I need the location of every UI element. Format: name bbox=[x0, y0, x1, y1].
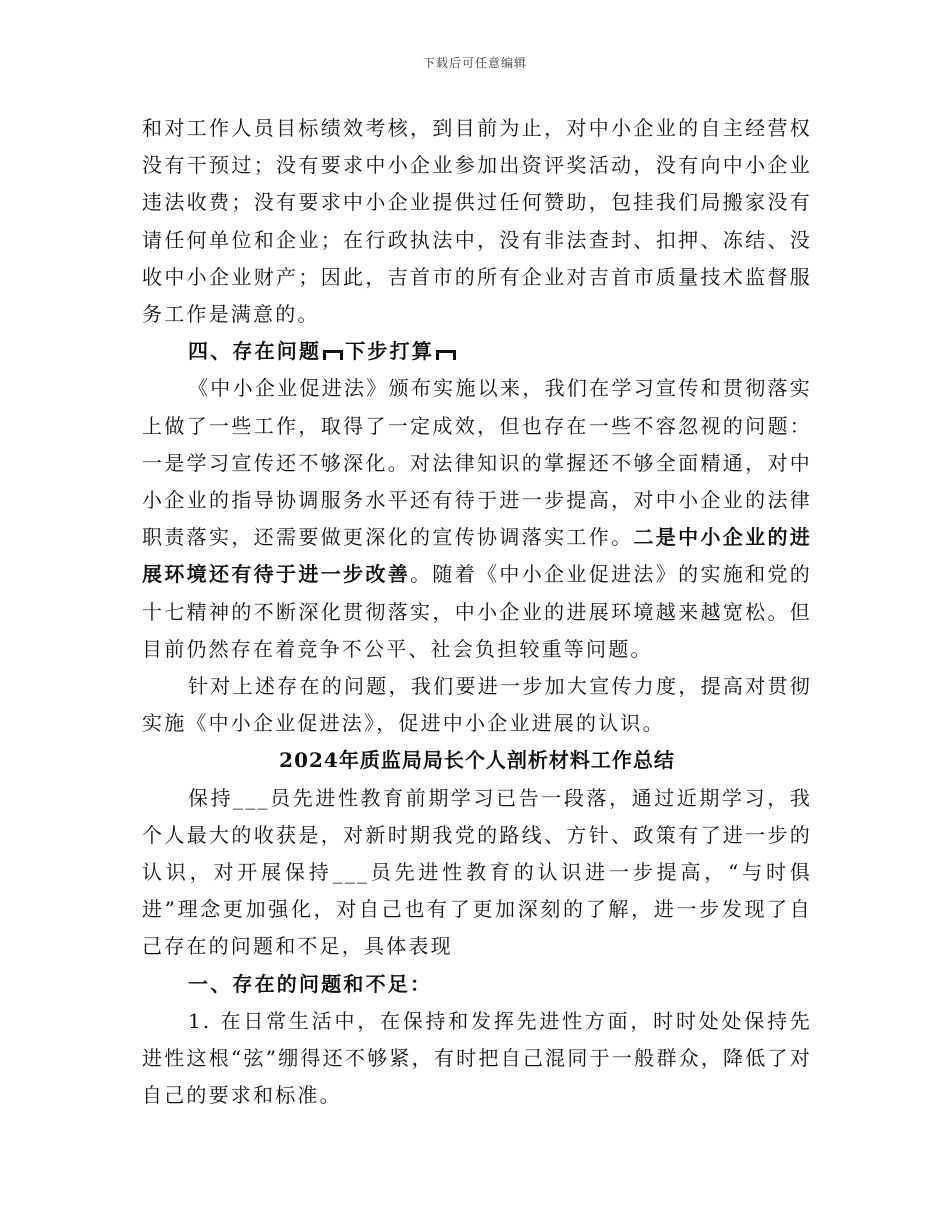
paragraph-3: 针对上述存在的问题，我们要进一步加大宣传力度，提高对贯彻实施《中小企业促进法》，促进中小企业进展的认识。 bbox=[142, 674, 812, 736]
paragraph-5: 1. 在日常生活中，在保持和发挥先进性方面，时时处处保持先进性这根“弦”绷得还不够紧，有时把自己混同于一般群众，降低了对自己的要求和标准。 bbox=[142, 1008, 812, 1108]
paragraph-2-bold: 二是中小企业的进展环境还有待于进一步改善 bbox=[142, 525, 812, 587]
page-header: 下载后可任意编辑 bbox=[422, 56, 527, 70]
section-heading-1: 一、存在的问题和不足： bbox=[188, 971, 433, 996]
section-heading-4-part-2: 下步打算 bbox=[345, 339, 435, 364]
section-heading-4-part-1: 四、存在问题 bbox=[188, 339, 322, 364]
paragraph-2-part-1: 《中小企业促进法》颁布实施以来，我们在学习宣传和贯彻落实上做了一些工作，取得了一定成效，但也存在一些不容忽视的问题：一是学习宣传还不够深化。对法律知识的掌握还不够全面精通，对中小企业的指导协调服务水平还有待于进一步提高，对中小企业的法律职责落实，还需要做更深化的宣传协调落实工作。 bbox=[142, 376, 812, 550]
bracket-mark-icon bbox=[323, 350, 343, 360]
paragraph-2-part-3: 。随着《中小企业促进法》的实施和党的十七精神的不断深化贯彻落实，中小企业的进展环境越来越宽松。但目前仍然存在着竞争不公平、社会负担较重等问题。 bbox=[142, 562, 812, 661]
bracket-mark-icon bbox=[436, 350, 456, 360]
document-title: 2024年质监局局长个人剖析材料工作总结 bbox=[279, 748, 675, 773]
paragraph-4: 保持___员先进性教育前期学习已告一段落，通过近期学习，我个人最大的收获是，对新时期我党的路线、方针、政策有了进一步的认识，对开展保持___员先进性教育的认识进一步提高，“与时俱进”理念更加强化，对自己也有了更加深刻的了解，进一步发现了自己存在的问题和不足，具体表现 bbox=[142, 785, 812, 959]
paragraph-2 bbox=[142, 370, 812, 668]
paragraph-1: 和对工作人员目标绩效考核，到目前为止，对中小企业的自主经营权没有干预过；没有要求中小企业参加出资评奖活动，没有向中小企业违法收费；没有要求中小企业提供过任何赞助，包挂我们局搬家没有请任何单位和企业；在行政执法中，没有非法查封、扣押、冻结、没收中小企业财产；因此，吉首市的所有企业对吉首市质量技术监督服务工作是满意的。 bbox=[142, 116, 812, 327]
section-heading-4 bbox=[142, 333, 812, 370]
document-body bbox=[142, 110, 812, 1114]
